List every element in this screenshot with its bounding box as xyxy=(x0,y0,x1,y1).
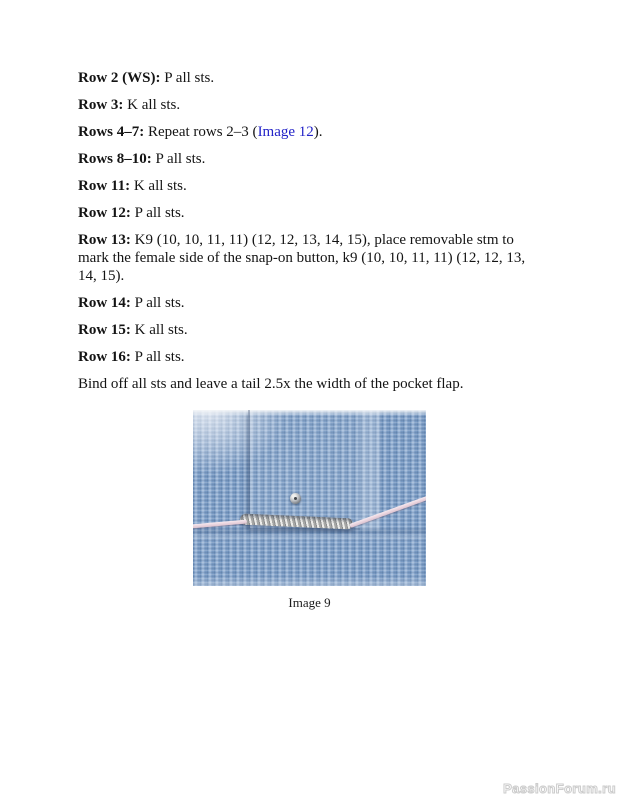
watermark: PassionForum.ru xyxy=(503,781,616,796)
figure-caption: Image 9 xyxy=(288,595,331,610)
row-label: Row 14: xyxy=(78,295,131,311)
pattern-paragraph: Row 2 (WS): P all sts. xyxy=(78,70,215,86)
knit-photo xyxy=(193,410,426,586)
pattern-paragraph: Rows 4–7: Repeat rows 2–3 (Image 12). xyxy=(78,124,323,140)
image-link[interactable]: Image 12 xyxy=(257,124,314,140)
pattern-paragraph: Row 3: K all sts. xyxy=(78,97,181,113)
row-label: Row 2 (WS): xyxy=(78,70,161,86)
fold-shadow xyxy=(193,529,426,534)
pattern-paragraph: Rows 8–10: P all sts. xyxy=(78,151,206,167)
row-label: Rows 4–7: xyxy=(78,124,145,140)
pattern-paragraph: Row 13: K9 (10, 10, 11, 11) (12, 12, 13, 14, 15), place removable stm to mark the female side of the snap-on button, k9 (10, 10, 11, 11) (12, 12, 13, 14, 15). xyxy=(78,232,526,284)
pattern-paragraph: Row 16: P all sts. xyxy=(78,349,185,365)
pattern-paragraph: Row 12: P all sts. xyxy=(78,205,185,221)
row-label: Row 12: xyxy=(78,205,131,221)
row-label: Rows 8–10: xyxy=(78,151,152,167)
pattern-paragraph: Bind off all sts and leave a tail 2.5x the width of the pocket flap. xyxy=(78,376,464,392)
flap-edge-highlight xyxy=(360,410,380,530)
row-label: Row 13: xyxy=(78,232,131,248)
pattern-paragraph: Row 14: P all sts. xyxy=(78,295,185,311)
knit-photo-figure xyxy=(193,410,426,611)
row-label: Row 15: xyxy=(78,322,131,338)
row-label: Row 3: xyxy=(78,97,124,113)
pattern-paragraph: Row 11: K all sts. xyxy=(78,178,187,194)
row-label: Row 11: xyxy=(78,178,131,194)
pattern-paragraph: Row 15: K all sts. xyxy=(78,322,188,338)
row-label: Row 16: xyxy=(78,349,131,365)
pocket-flap xyxy=(248,410,360,530)
pattern-instructions xyxy=(78,69,546,402)
pink-yarn-left xyxy=(193,520,247,529)
snap-button xyxy=(290,493,301,504)
fold-highlight xyxy=(193,535,426,539)
